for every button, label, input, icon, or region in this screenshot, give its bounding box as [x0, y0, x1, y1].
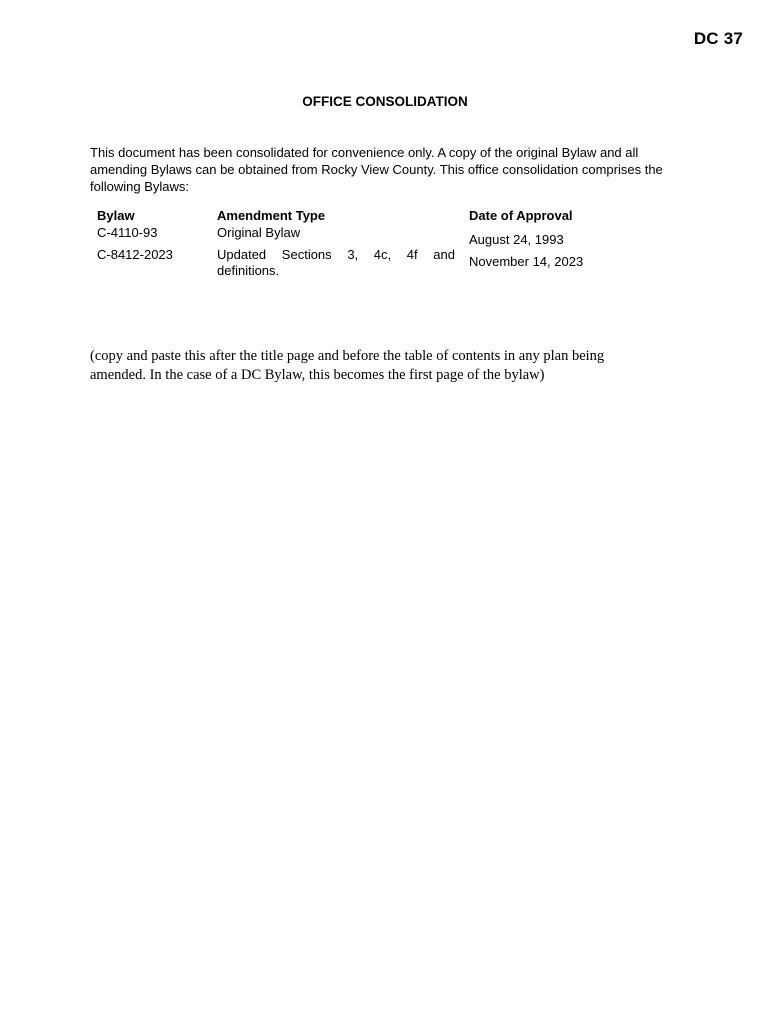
header-amendment-type: Amendment Type [217, 208, 326, 223]
document-title: OFFICE CONSOLIDATION [302, 94, 468, 109]
header-date-of-approval: Date of Approval [469, 208, 573, 223]
table-row [97, 225, 629, 247]
header-bylaw: Bylaw [97, 208, 135, 223]
bylaw-number: C-8412-2023 [97, 247, 173, 262]
amendment-type: Updated Sections 3, 4c, 4f and definitions. [217, 247, 455, 278]
bylaw-number: C-4110-93 [97, 225, 158, 240]
table-row [97, 247, 629, 279]
bylaw-table [97, 208, 629, 279]
amendment-type: Original Bylaw [217, 225, 301, 240]
approval-date: August 24, 1993 [469, 232, 564, 247]
table-header-row [97, 208, 629, 225]
approval-date: November 14, 2023 [469, 254, 584, 269]
intro-paragraph: This document has been consolidated for convenience only. A copy of the original Bylaw and all amending Bylaws can be obtained from Rocky View County. This office consolidation comprises the following Bylaws: [90, 145, 663, 194]
instruction-note: (copy and paste this after the title page and before the table of contents in any plan being amended. In the case of a DC Bylaw, this becomes the first page of the bylaw) [90, 348, 605, 383]
page-label: DC 37 [693, 29, 743, 48]
